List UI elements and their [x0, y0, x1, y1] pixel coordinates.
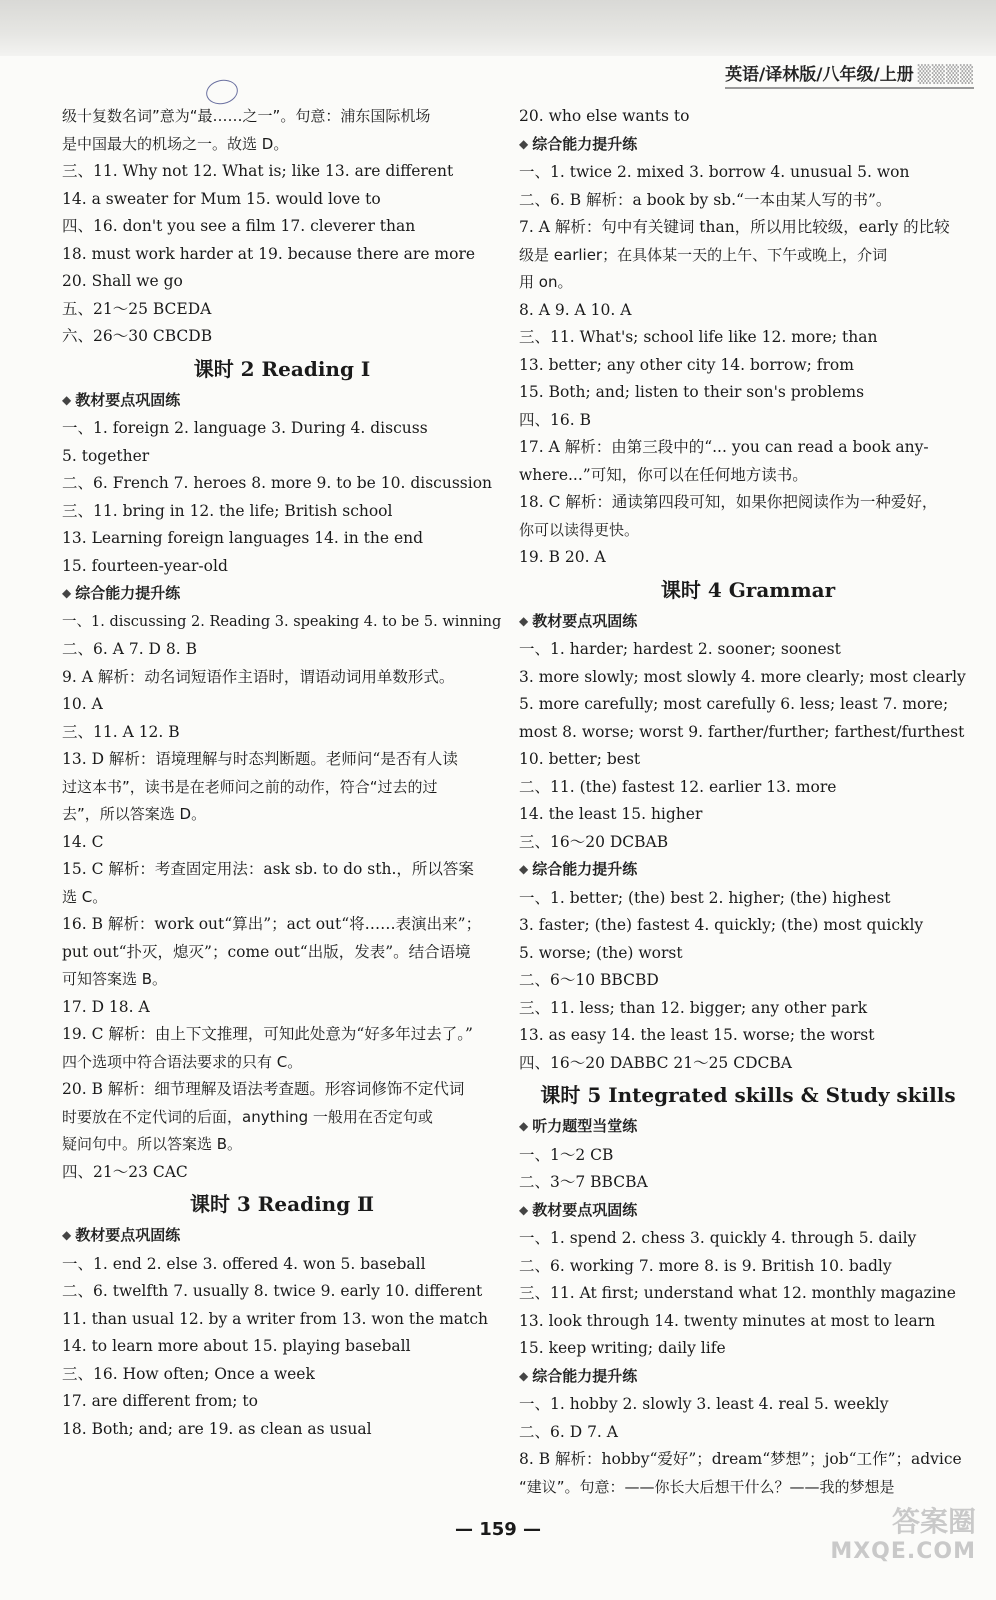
answer-line: 选 C。: [62, 887, 108, 906]
answer-line: 一、1. better; (the) best 2. higher; (the) highest: [519, 888, 891, 907]
answer-line: 13. Learning foreign languages 14. in the end: [62, 529, 424, 547]
diamond-icon: ◆: [62, 392, 72, 407]
answer-line: 二、11. (the) fastest 12. earlier 13. more: [519, 777, 837, 796]
diamond-icon: ◆: [519, 1368, 529, 1383]
section-heading: ◆ 听力题型当堂练: [519, 1117, 638, 1135]
answer-line: 三、11. Why not 12. What is; like 13. are different: [62, 162, 454, 180]
answer-line: 一、1. foreign 2. language 3. During 4. discuss: [62, 419, 428, 437]
lesson-title: 课时 5 Integrated skills & Study skills: [540, 1083, 956, 1107]
answer-line: 11. than usual 12. by a writer from 13. won the match: [62, 1309, 489, 1328]
answer-line: 三、11. What's; school life like 12. more; than: [519, 328, 878, 346]
answer-line: 17. are different from; to: [62, 1392, 258, 1410]
answer-line: 13. better; any other city 14. borrow; from: [519, 355, 854, 374]
answer-line: 一、1. harder; hardest 2. sooner; soonest: [519, 640, 841, 658]
header-dots: ▒▒▒▒: [917, 65, 974, 85]
answer-line: 13. look through 14. twenty minutes at most to learn: [519, 1311, 936, 1330]
answer-line: 三、11. bring in 12. the life; British school: [62, 501, 393, 520]
answer-line: 二、6～10 BBCBD: [519, 971, 659, 989]
answer-line: 四、16～20 DABBC 21～25 CDCBA: [519, 1053, 792, 1072]
answer-line: 14. the least 15. higher: [519, 805, 703, 823]
answer-line: 一、1. twice 2. mixed 3. borrow 4. unusual 5. won: [519, 163, 910, 181]
answer-line: 18. C 解析：通读第四段可知，如果你把阅读作为一种爱好，: [519, 493, 938, 511]
section-heading: ◆ 教材要点巩固练: [519, 611, 638, 630]
answer-line: 三、11. At first; understand what 12. monthly magazine: [519, 1284, 956, 1302]
running-header: [725, 60, 974, 89]
answer-line: 四、16. don't you see a film 17. cleverer than: [62, 217, 416, 235]
answer-line: 19. C 解析：由上下文推理，可知此处意为“好多年过去了。”: [62, 1025, 473, 1043]
answer-line: 三、16. How often; Once a week: [62, 1364, 315, 1383]
diamond-icon: ◆: [62, 1228, 72, 1242]
watermark-logo: 答案圈: [891, 1505, 976, 1538]
answer-line: 可知答案选 B。: [62, 970, 168, 988]
answer-line: 是中国最大的机场之一。故选 D。: [62, 134, 289, 153]
diamond-icon: ◆: [519, 862, 529, 876]
answer-line: 级是 earlier；在具体某一天的上午、下午或晚上，介词: [519, 245, 888, 264]
answer-line: 18. Both; and; are 19. as clean as usual: [62, 1419, 372, 1438]
answer-line: 15. fourteen-year-old: [62, 556, 228, 575]
answer-line: 18. must work harder at 19. because there are more: [62, 244, 476, 263]
answer-line: 六、26～30 CBCDB: [62, 327, 213, 345]
answer-line: 5. together: [62, 446, 150, 465]
watermark: [830, 1507, 976, 1567]
answer-line: 7. A 解析：句中有关键词 than，所以用比较级，early 的比较: [519, 218, 950, 236]
answer-line: 13. as easy 14. the least 15. worse; the worst: [519, 1026, 875, 1044]
answer-line: 13. D 解析：语境理解与时态判断题。老师问“是否有人读: [62, 750, 458, 768]
top-band: [0, 0, 996, 56]
diamond-icon: ◆: [519, 1202, 529, 1217]
answer-line: 15. C 解析：考查固定用法：ask sb. to do sth.，所以答案: [62, 860, 474, 878]
answer-line: 疑问句中。所以答案选 B。: [62, 1135, 243, 1153]
diamond-icon: ◆: [62, 586, 72, 600]
answer-line: 17. A 解析：由第三段中的“... you can read a book any-: [519, 438, 929, 456]
answer-line: 10. A: [62, 695, 103, 713]
answer-line: 用 on。: [519, 273, 573, 291]
answer-line: 过这本书”，读书是在老师问之前的动作，符合“过去的过: [62, 777, 438, 796]
answer-line: 14. C: [62, 832, 104, 851]
answer-line: 二、6. B 解析：a book by sb.“一本由某人写的书”。: [519, 190, 892, 209]
lesson-title: 课时 3 Reading Ⅱ: [189, 1192, 375, 1216]
left-column: [62, 103, 502, 1443]
section-heading: ◆ 教材要点巩固练: [62, 390, 181, 409]
diamond-icon: ◆: [519, 1119, 529, 1133]
answer-line: 五、21～25 BCEDA: [62, 299, 212, 318]
answer-line: 3. faster; (the) fastest 4. quickly; (the) most quickly: [519, 916, 924, 934]
answer-line: 14. to learn more about 15. playing baseball: [62, 1337, 411, 1355]
answer-line: 17. D 18. A: [62, 997, 150, 1016]
answer-line: “建议”。句意：——你长大后想干什么？——我的梦想是: [519, 1477, 895, 1496]
answer-line: 一、1. discussing 2. Reading 3. speaking 4. to be 5. winning: [62, 613, 502, 630]
answer-line: where...”可知，你可以在任何地方读书。: [519, 465, 808, 484]
answer-line: 16. B 解析：work out“算出”；act out“将……表演出来”；: [62, 915, 482, 933]
watermark-site: MXQE.COM: [830, 1539, 976, 1564]
answer-line: 一、1. end 2. else 3. offered 4. won 5. baseball: [62, 1254, 426, 1273]
answer-line: most 8. worse; worst 9. farther/further; farthest/furthest: [519, 722, 965, 741]
answer-line: put out“扑灭，熄灭”；come out“出版，发表”。结合语境: [62, 942, 471, 961]
answer-line: 二、6. French 7. heroes 8. more 9. to be 10. discussion: [62, 474, 493, 492]
answer-line: 14. a sweater for Mum 15. would love to: [62, 189, 381, 208]
answer-line: 10. better; best: [519, 750, 641, 768]
answer-line: 15. keep writing; daily life: [519, 1339, 726, 1357]
answer-line: 20. Shall we go: [62, 272, 183, 290]
section-heading: ◆ 教材要点巩固练: [62, 1226, 181, 1244]
diamond-icon: ◆: [519, 613, 529, 628]
lesson-title: 课时 2 Reading Ⅰ: [193, 356, 371, 381]
answer-line: 去”，所以答案选 D。: [62, 805, 207, 823]
answer-line: 一、1～2 CB: [519, 1145, 614, 1164]
section-heading: ◆ 综合能力提升练: [519, 134, 638, 153]
answer-line: 二、6. working 7. more 8. is 9. British 10. badly: [519, 1256, 892, 1275]
answer-line: 19. B 20. A: [519, 548, 606, 566]
answer-line: 二、3～7 BBCBA: [519, 1173, 648, 1191]
answer-line: 四、21～23 CAC: [62, 1162, 188, 1181]
answer-line: 15. Both; and; listen to their son's problems: [519, 383, 865, 401]
answer-line: 你可以读得更快。: [519, 520, 640, 539]
answer-line: 8. B 解析：hobby“爱好”；dream“梦想”；job“工作”；advice: [519, 1450, 962, 1468]
answer-line: 20. who else wants to: [519, 107, 690, 125]
answer-line: 四、16. B: [519, 410, 591, 429]
answer-line: 9. A 解析：动名词短语作主语时，谓语动词用单数形式。: [62, 667, 455, 686]
answer-line: 3. more slowly; most slowly 4. more clearly; most clearly: [519, 667, 966, 686]
answer-line: 三、11. A 12. B: [62, 722, 180, 741]
header-title: 英语/译林版/八年级/上册: [725, 65, 914, 85]
answer-line: 二、6. D 7. A: [519, 1422, 618, 1441]
page-number: — 159 —: [454, 1519, 542, 1540]
answer-line: 四个选项中符合语法要求的只有 C。: [62, 1052, 303, 1071]
section-heading: ◆ 教材要点巩固练: [519, 1200, 638, 1219]
section-heading: ◆ 综合能力提升练: [62, 584, 181, 602]
answer-line: 三、16～20 DCBAB: [519, 832, 669, 851]
answer-line: 一、1. hobby 2. slowly 3. least 4. real 5. weekly: [519, 1395, 889, 1413]
answer-line: 三、11. less; than 12. bigger; any other park: [519, 998, 868, 1017]
answer-line: 8. A 9. A 10. A: [519, 300, 632, 319]
diamond-icon: ◆: [519, 136, 529, 151]
right-column: [519, 103, 977, 1501]
answer-line: 时要放在不定代词的后面，anything 一般用在否定句或: [62, 1107, 433, 1126]
answer-line: 20. B 解析：细节理解及语法考查题。形容词修饰不定代词: [62, 1080, 465, 1098]
answer-line: 一、1. spend 2. chess 3. quickly 4. through 5. daily: [519, 1229, 917, 1247]
answer-line: 二、6. twelfth 7. usually 8. twice 9. early 10. different: [62, 1282, 483, 1300]
answer-line: 二、6. A 7. D 8. B: [62, 640, 198, 658]
answer-line: 5. worse; (the) worst: [519, 943, 683, 962]
section-heading: ◆ 综合能力提升练: [519, 860, 638, 878]
section-heading: ◆ 综合能力提升练: [519, 1366, 638, 1385]
answer-line: 级十复数名词”意为“最……之一”。句意：浦东国际机场: [62, 107, 431, 125]
lesson-title: 课时 4 Grammar: [660, 577, 836, 602]
answer-line: 5. more carefully; most carefully 6. less; least 7. more;: [519, 695, 949, 713]
